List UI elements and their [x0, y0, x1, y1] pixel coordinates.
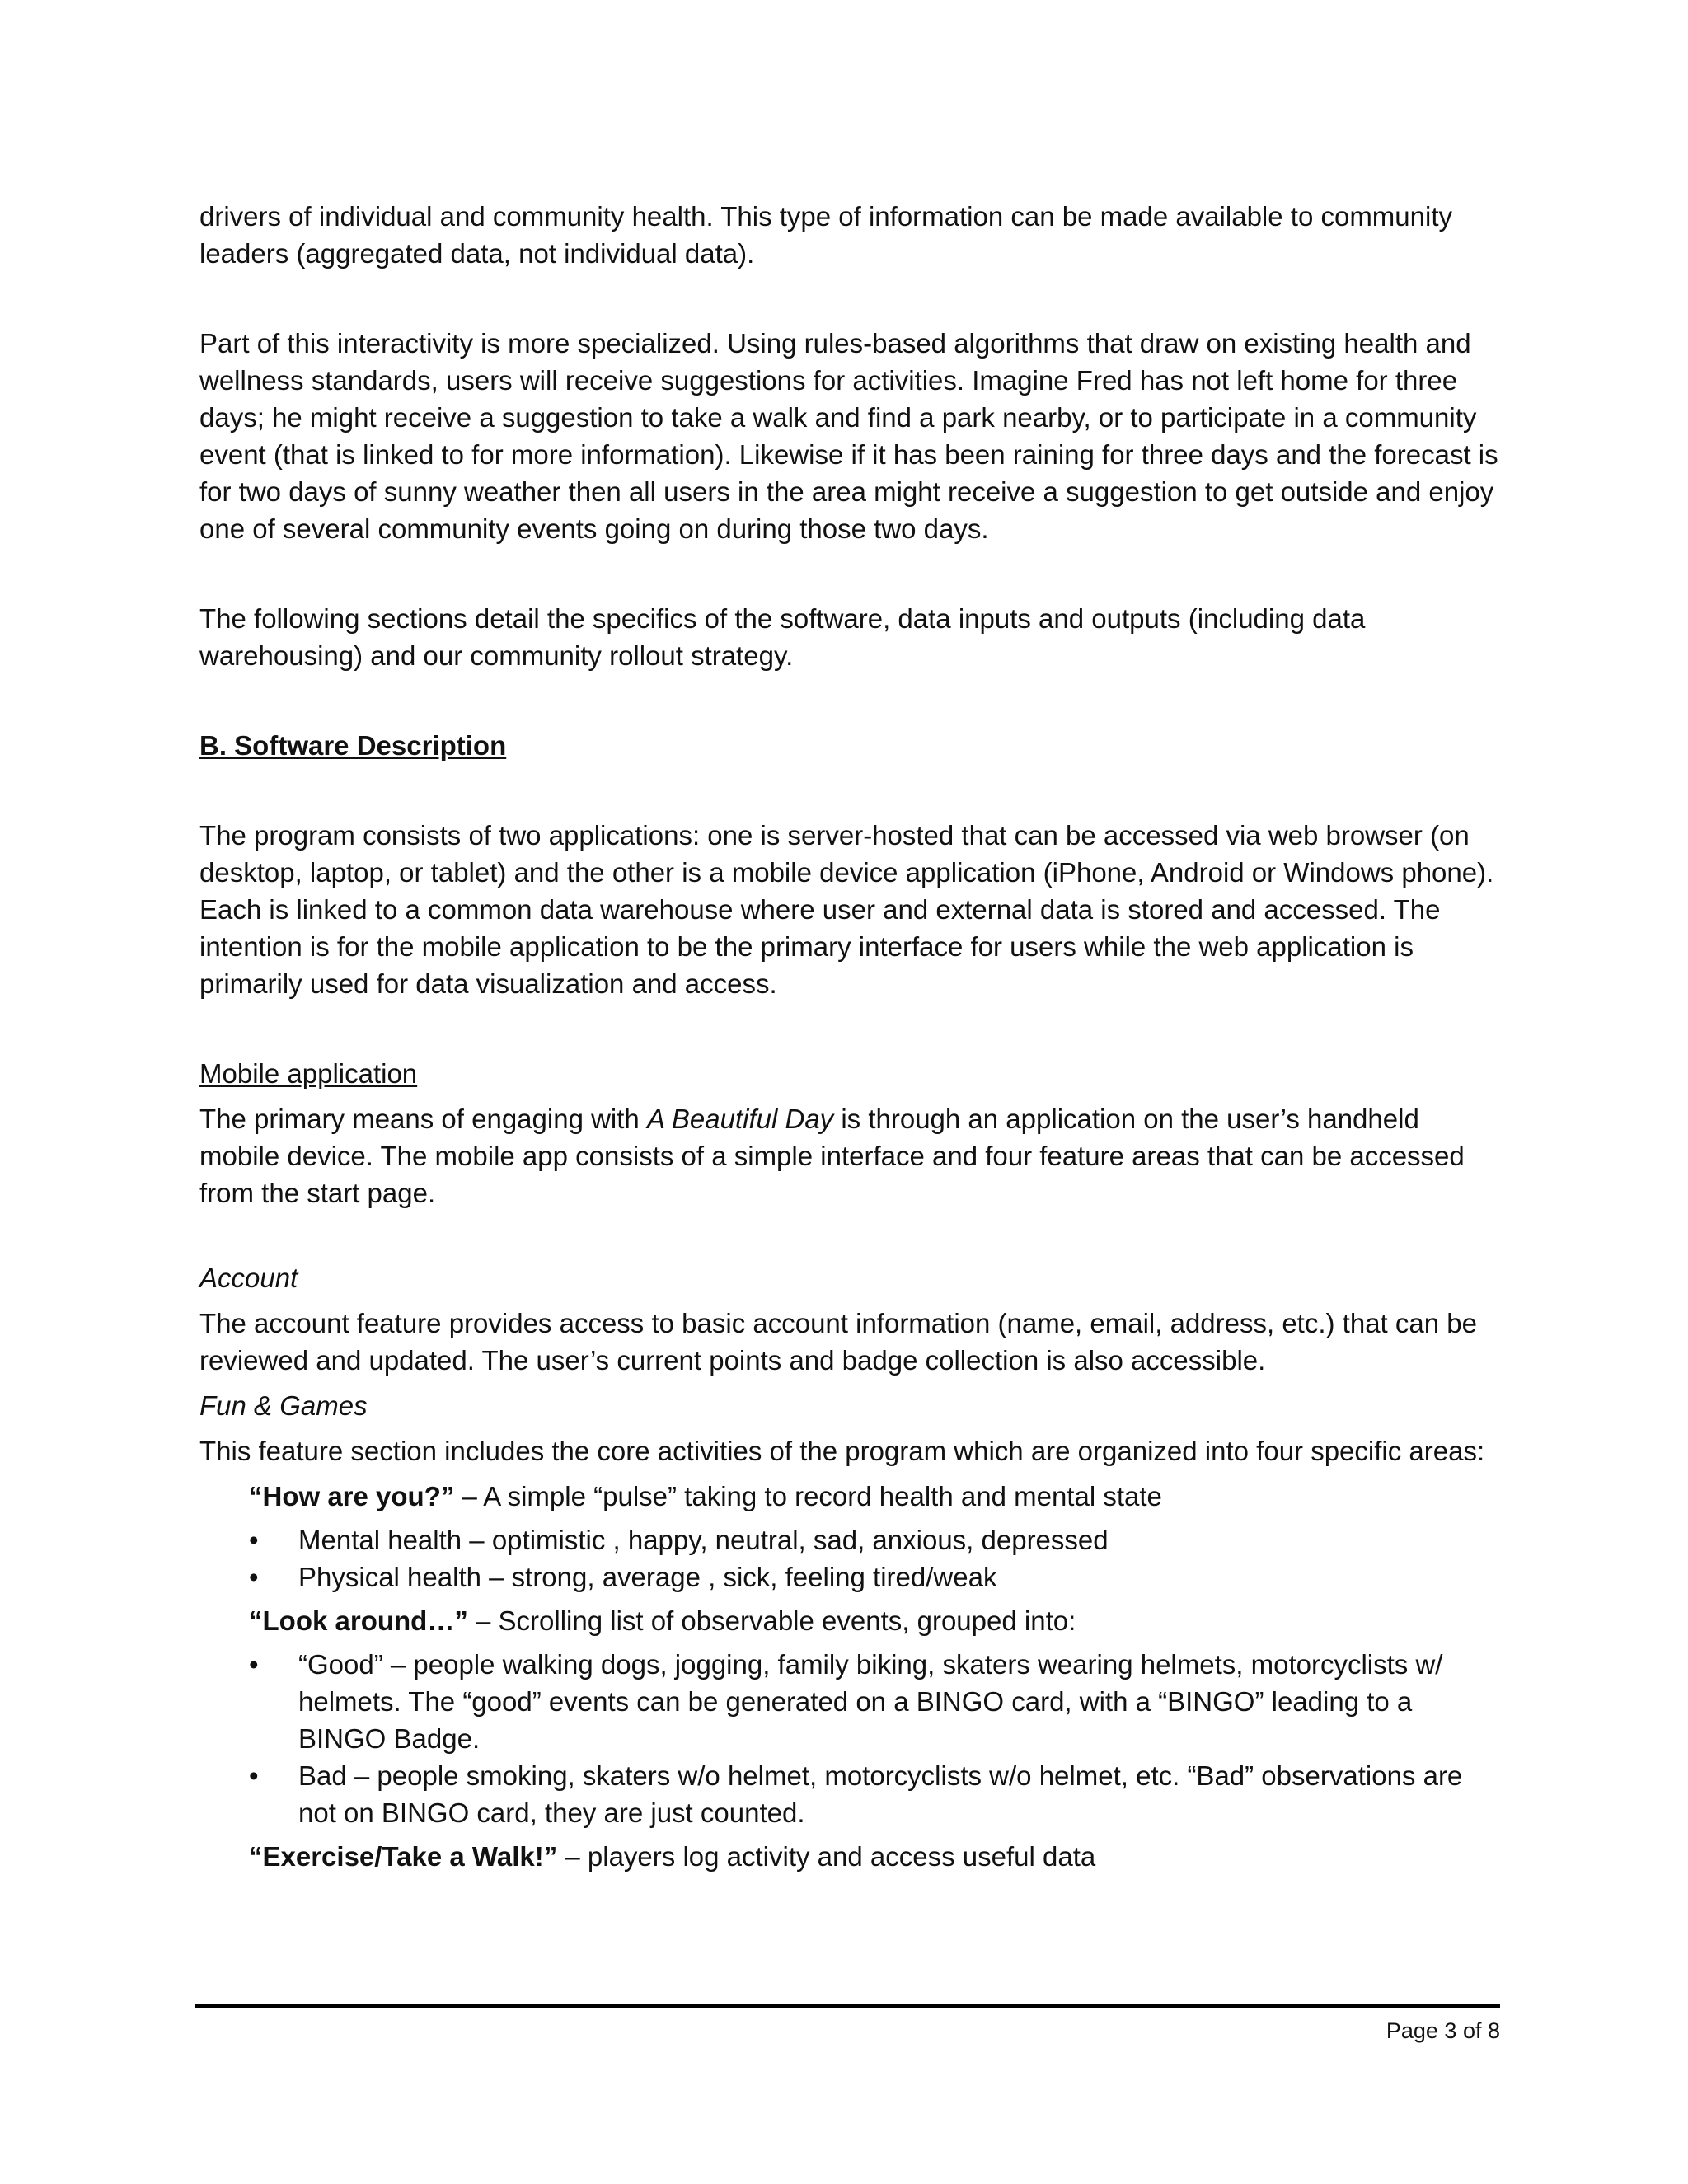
area-title: “Look around…”: [249, 1605, 468, 1636]
look-around-bullet-list: [199, 1646, 1502, 1831]
intro-paragraph-1: drivers of individual and community health. This type of information can be made available to community leaders (aggregated data, not individual data).: [199, 201, 1452, 269]
list-item: [249, 1646, 1502, 1757]
list-item-text: “Good” – people walking dogs, jogging, family biking, skaters wearing helmets, motorcyclists w/ helmets. The “good” events can be generated on a BINGO card, with a “BINGO” leading to a BINGO Badge.: [298, 1649, 1443, 1754]
area-title: “How are you?”: [249, 1481, 455, 1511]
mobile-paragraph-lead: The primary means of engaging with: [199, 1104, 647, 1134]
list-item-text: Physical health – strong, average , sick, feeling tired/weak: [298, 1562, 997, 1592]
list-item: [249, 1558, 1502, 1596]
area-description: – A simple “pulse” taking to record health and mental state: [454, 1481, 1162, 1511]
area-exercise: [199, 1838, 1502, 1875]
fun-games-paragraph: This feature section includes the core activities of the program which are organized into four specific areas:: [199, 1436, 1485, 1466]
bullet-icon: •: [249, 1649, 259, 1680]
fun-games-heading: Fun & Games: [199, 1390, 368, 1421]
account-heading: Account: [199, 1263, 298, 1293]
bullet-icon: •: [249, 1760, 259, 1791]
software-description-heading: B. Software Description: [199, 730, 507, 761]
software-description-paragraph: The program consists of two applications: one is server-hosted that can be accessed via web browser (on desktop, laptop, or tablet) and the other is a mobile device application (iPhone, Android or Windows phone). Each is linked to a common data warehouse where user and external data is stored and accessed. The intention is for the mobile application to be the primary interface for users while the web application is primarily used for data visualization and access.: [199, 820, 1494, 999]
area-title: “Exercise/Take a Walk!”: [249, 1841, 558, 1872]
area-description: – Scrolling list of observable events, grouped into:: [467, 1605, 1076, 1636]
intro-paragraph-3: The following sections detail the specifics of the software, data inputs and outputs (including data warehousing) and our community rollout strategy.: [199, 603, 1366, 671]
account-paragraph: The account feature provides access to basic account information (name, email, address, etc.) that can be reviewed and updated. The user’s current points and badge collection is also accessible.: [199, 1308, 1477, 1376]
footer-divider: [195, 2004, 1500, 2008]
bullet-icon: •: [249, 1525, 259, 1555]
document-page: [199, 198, 1502, 1875]
list-item-text: Mental health – optimistic , happy, neutral, sad, anxious, depressed: [298, 1525, 1109, 1555]
list-item: [249, 1521, 1502, 1558]
area-how-are-you: [199, 1478, 1502, 1515]
mobile-application-paragraph: [199, 1100, 1502, 1212]
mobile-paragraph-rest: is through an application on the user’s handheld mobile device. The mobile app consists of a simple interface and four feature areas that can be accessed from the start page.: [199, 1104, 1465, 1208]
mobile-application-heading: Mobile application: [199, 1058, 418, 1089]
intro-paragraph-2: Part of this interactivity is more specialized. Using rules-based algorithms that draw on existing health and wellness standards, users will receive suggestions for activities. Imagine Fred has not left home for three days; he might receive a suggestion to take a walk and find a park nearby, or to participate in a community event (that is linked to for more information). Likewise if it has been raining for three days and the forecast is for two days of sunny weather then all users in the area might receive a suggestion to get outside and enjoy one of several community events going on during those two days.: [199, 328, 1498, 544]
bullet-icon: •: [249, 1562, 259, 1592]
how-are-you-bullet-list: [199, 1521, 1502, 1596]
list-item: [249, 1757, 1502, 1831]
product-title: A Beautiful Day: [646, 1104, 834, 1134]
list-item-text: Bad – people smoking, skaters w/o helmet, motorcyclists w/o helmet, etc. “Bad” observations are not on BINGO card, they are just counted.: [298, 1760, 1463, 1828]
area-look-around: [199, 1602, 1502, 1639]
page-number: Page 3 of 8: [1386, 2018, 1500, 2043]
area-description: – players log activity and access useful data: [557, 1841, 1096, 1872]
